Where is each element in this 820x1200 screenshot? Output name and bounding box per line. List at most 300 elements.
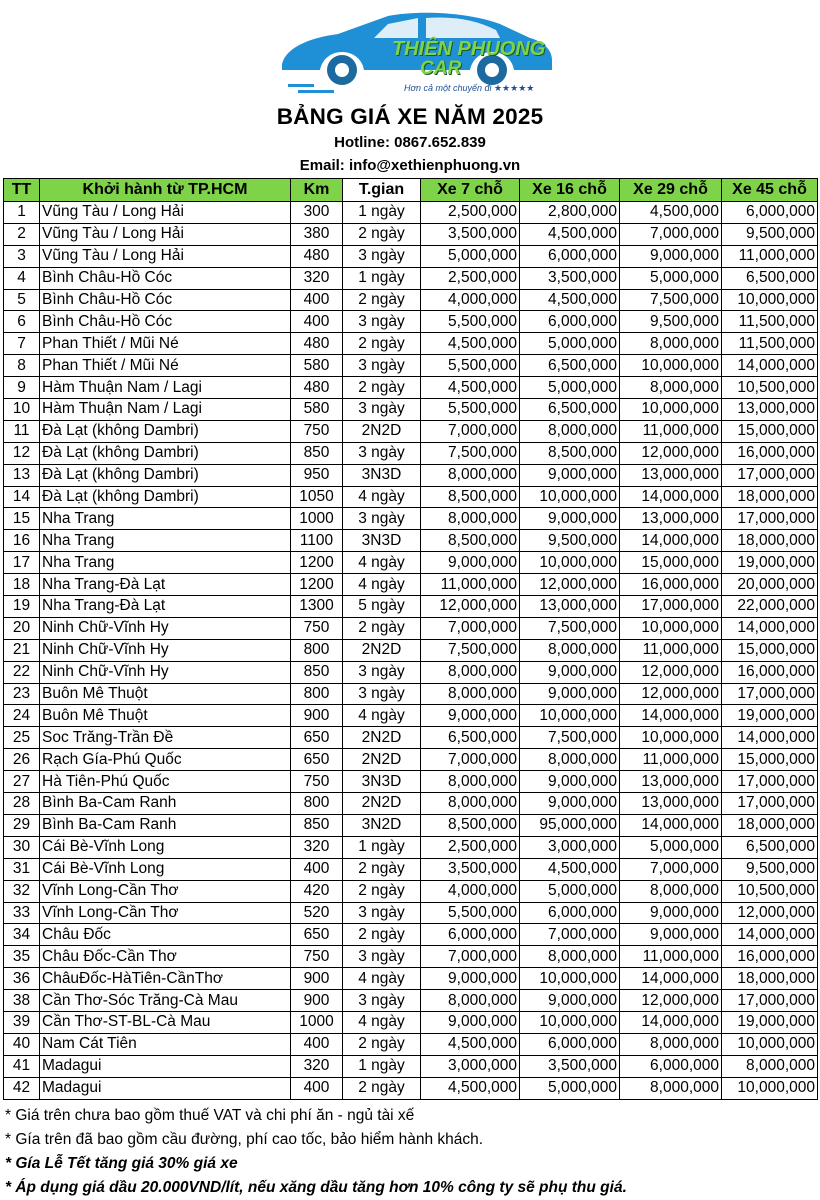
- cell-route: Ninh Chữ-Vĩnh Hy: [40, 661, 291, 683]
- cell-price-45: 17,000,000: [722, 793, 818, 815]
- cell-duration: 1 ngày: [343, 267, 421, 289]
- cell-route: Nha Trang: [40, 508, 291, 530]
- table-row: [4, 1033, 818, 1055]
- cell-price-29: 10,000,000: [620, 399, 722, 421]
- cell-price-7: 8,000,000: [421, 464, 520, 486]
- cell-km: 580: [291, 355, 343, 377]
- cell-price-29: 12,000,000: [620, 442, 722, 464]
- cell-price-29: 7,500,000: [620, 289, 722, 311]
- cell-km: 400: [291, 311, 343, 333]
- cell-tt: 34: [4, 924, 40, 946]
- note-fuel-price: * Áp dụng giá dầu 20.000VND/lít, nếu xăng dầu tăng hơn 10% công ty sẽ phụ thu giá.: [5, 1179, 627, 1196]
- cell-route: Đà Lạt (không Dambri): [40, 442, 291, 464]
- cell-price-29: 17,000,000: [620, 596, 722, 618]
- cell-price-29: 7,000,000: [620, 858, 722, 880]
- cell-price-7: 2,500,000: [421, 202, 520, 224]
- cell-price-29: 14,000,000: [620, 486, 722, 508]
- cell-duration: 4 ngày: [343, 1011, 421, 1033]
- cell-route: Đà Lạt (không Dambri): [40, 420, 291, 442]
- cell-price-45: 22,000,000: [722, 596, 818, 618]
- cell-km: 750: [291, 946, 343, 968]
- cell-km: 1000: [291, 508, 343, 530]
- column-header-km: Km: [291, 179, 343, 202]
- table-row: [4, 311, 818, 333]
- cell-tt: 10: [4, 399, 40, 421]
- cell-price-7: 8,000,000: [421, 683, 520, 705]
- cell-price-29: 16,000,000: [620, 574, 722, 596]
- cell-price-7: 3,000,000: [421, 1055, 520, 1077]
- cell-duration: 2N2D: [343, 420, 421, 442]
- cell-price-7: 4,500,000: [421, 333, 520, 355]
- cell-duration: 2 ngày: [343, 377, 421, 399]
- cell-route: Rạch Gía-Phú Quốc: [40, 749, 291, 771]
- cell-km: 650: [291, 727, 343, 749]
- note-holiday-surcharge: * Gía Lễ Tết tăng giá 30% giá xe: [5, 1155, 238, 1172]
- cell-price-29: 14,000,000: [620, 968, 722, 990]
- cell-km: 380: [291, 223, 343, 245]
- cell-price-7: 6,500,000: [421, 727, 520, 749]
- cell-price-29: 13,000,000: [620, 508, 722, 530]
- note-vat: * Giá trên chưa bao gồm thuế VAT và chi phí ăn - ngủ tài xế: [5, 1107, 415, 1124]
- table-row: [4, 661, 818, 683]
- cell-price-29: 5,000,000: [620, 267, 722, 289]
- cell-price-7: 6,000,000: [421, 924, 520, 946]
- cell-km: 400: [291, 289, 343, 311]
- cell-price-29: 8,000,000: [620, 333, 722, 355]
- cell-duration: 3 ngày: [343, 245, 421, 267]
- cell-route: Bình Châu-Hồ Cóc: [40, 289, 291, 311]
- cell-km: 750: [291, 617, 343, 639]
- cell-duration: 2 ngày: [343, 223, 421, 245]
- cell-price-7: 8,500,000: [421, 814, 520, 836]
- cell-price-29: 7,000,000: [620, 223, 722, 245]
- cell-duration: 3 ngày: [343, 990, 421, 1012]
- cell-tt: 12: [4, 442, 40, 464]
- cell-price-7: 7,000,000: [421, 420, 520, 442]
- cell-price-45: 14,000,000: [722, 617, 818, 639]
- cell-tt: 24: [4, 705, 40, 727]
- cell-km: 400: [291, 1033, 343, 1055]
- cell-price-29: 12,000,000: [620, 990, 722, 1012]
- table-row: [4, 705, 818, 727]
- cell-duration: 2N2D: [343, 639, 421, 661]
- cell-km: 900: [291, 968, 343, 990]
- cell-price-16: 8,000,000: [520, 420, 620, 442]
- cell-km: 300: [291, 202, 343, 224]
- table-row: [4, 946, 818, 968]
- cell-price-7: 8,500,000: [421, 530, 520, 552]
- cell-tt: 20: [4, 617, 40, 639]
- cell-price-16: 8,000,000: [520, 639, 620, 661]
- cell-duration: 4 ngày: [343, 574, 421, 596]
- cell-route: Hàm Thuận Nam / Lagi: [40, 377, 291, 399]
- column-header-7-seat: Xe 7 chỗ: [421, 179, 520, 202]
- cell-price-45: 18,000,000: [722, 814, 818, 836]
- cell-price-16: 7,500,000: [520, 727, 620, 749]
- cell-tt: 13: [4, 464, 40, 486]
- cell-price-7: 8,000,000: [421, 508, 520, 530]
- cell-route: Phan Thiết / Mũi Né: [40, 355, 291, 377]
- cell-tt: 42: [4, 1077, 40, 1099]
- cell-price-16: 2,800,000: [520, 202, 620, 224]
- table-row: [4, 486, 818, 508]
- cell-duration: 2 ngày: [343, 858, 421, 880]
- cell-tt: 30: [4, 836, 40, 858]
- cell-price-45: 10,000,000: [722, 1077, 818, 1099]
- cell-price-16: 13,000,000: [520, 596, 620, 618]
- cell-price-16: 7,000,000: [520, 924, 620, 946]
- cell-price-29: 8,000,000: [620, 377, 722, 399]
- table-row: [4, 924, 818, 946]
- cell-route: Nam Cát Tiên: [40, 1033, 291, 1055]
- cell-route: Đà Lạt (không Dambri): [40, 464, 291, 486]
- cell-price-16: 9,000,000: [520, 661, 620, 683]
- cell-duration: 3N3D: [343, 771, 421, 793]
- cell-route: Vũng Tàu / Long Hải: [40, 245, 291, 267]
- cell-tt: 5: [4, 289, 40, 311]
- cell-duration: 3 ngày: [343, 661, 421, 683]
- cell-price-45: 10,000,000: [722, 1033, 818, 1055]
- cell-km: 1000: [291, 1011, 343, 1033]
- cell-price-7: 9,000,000: [421, 1011, 520, 1033]
- cell-duration: 3N2D: [343, 814, 421, 836]
- table-row: [4, 814, 818, 836]
- table-row: [4, 1011, 818, 1033]
- cell-price-7: 7,500,000: [421, 442, 520, 464]
- cell-price-16: 6,000,000: [520, 311, 620, 333]
- cell-price-45: 17,000,000: [722, 508, 818, 530]
- cell-tt: 18: [4, 574, 40, 596]
- cell-route: Phan Thiết / Mũi Né: [40, 333, 291, 355]
- cell-km: 650: [291, 924, 343, 946]
- cell-route: Cái Bè-Vĩnh Long: [40, 858, 291, 880]
- column-header-45-seat: Xe 45 chỗ: [722, 179, 818, 202]
- cell-price-29: 13,000,000: [620, 771, 722, 793]
- table-row: [4, 617, 818, 639]
- cell-price-16: 10,000,000: [520, 968, 620, 990]
- cell-price-45: 10,500,000: [722, 880, 818, 902]
- cell-tt: 19: [4, 596, 40, 618]
- cell-km: 900: [291, 705, 343, 727]
- cell-price-16: 10,000,000: [520, 486, 620, 508]
- cell-km: 320: [291, 836, 343, 858]
- cell-price-16: 8,000,000: [520, 749, 620, 771]
- cell-duration: 3 ngày: [343, 508, 421, 530]
- cell-price-16: 6,000,000: [520, 902, 620, 924]
- cell-price-16: 4,500,000: [520, 289, 620, 311]
- cell-tt: 36: [4, 968, 40, 990]
- table-row: [4, 289, 818, 311]
- cell-route: Vũng Tàu / Long Hải: [40, 223, 291, 245]
- cell-duration: 2N2D: [343, 793, 421, 815]
- cell-price-16: 5,000,000: [520, 1077, 620, 1099]
- cell-price-45: 6,500,000: [722, 267, 818, 289]
- cell-price-45: 18,000,000: [722, 486, 818, 508]
- cell-price-7: 7,000,000: [421, 617, 520, 639]
- cell-price-7: 5,000,000: [421, 245, 520, 267]
- cell-tt: 21: [4, 639, 40, 661]
- table-row: [4, 442, 818, 464]
- cell-price-7: 4,500,000: [421, 1033, 520, 1055]
- cell-duration: 1 ngày: [343, 836, 421, 858]
- table-row: [4, 1077, 818, 1099]
- table-row: [4, 727, 818, 749]
- cell-price-45: 20,000,000: [722, 574, 818, 596]
- cell-duration: 3 ngày: [343, 399, 421, 421]
- cell-km: 320: [291, 267, 343, 289]
- cell-km: 650: [291, 749, 343, 771]
- cell-km: 900: [291, 990, 343, 1012]
- cell-price-29: 12,000,000: [620, 683, 722, 705]
- cell-price-7: 12,000,000: [421, 596, 520, 618]
- cell-route: Madagui: [40, 1055, 291, 1077]
- cell-price-16: 9,000,000: [520, 990, 620, 1012]
- cell-tt: 27: [4, 771, 40, 793]
- cell-price-29: 9,000,000: [620, 924, 722, 946]
- cell-tt: 2: [4, 223, 40, 245]
- cell-km: 1300: [291, 596, 343, 618]
- cell-tt: 15: [4, 508, 40, 530]
- cell-price-45: 16,000,000: [722, 442, 818, 464]
- cell-price-7: 8,000,000: [421, 771, 520, 793]
- cell-price-16: 4,500,000: [520, 223, 620, 245]
- table-row: [4, 639, 818, 661]
- table-row: [4, 574, 818, 596]
- cell-duration: 5 ngày: [343, 596, 421, 618]
- cell-price-45: 8,000,000: [722, 1055, 818, 1077]
- price-table: [3, 178, 818, 1100]
- cell-km: 1100: [291, 530, 343, 552]
- table-row: [4, 530, 818, 552]
- table-row: [4, 858, 818, 880]
- cell-price-16: 6,500,000: [520, 355, 620, 377]
- page-title: BẢNG GIÁ XE NĂM 2025: [276, 104, 544, 129]
- cell-route: Nha Trang-Đà Lạt: [40, 574, 291, 596]
- company-logo: [268, 4, 568, 100]
- cell-price-45: 12,000,000: [722, 902, 818, 924]
- cell-duration: 2 ngày: [343, 1077, 421, 1099]
- cell-price-45: 18,000,000: [722, 530, 818, 552]
- column-header-tt: TT: [4, 179, 40, 202]
- cell-duration: 1 ngày: [343, 202, 421, 224]
- cell-price-7: 4,000,000: [421, 880, 520, 902]
- cell-price-7: 3,500,000: [421, 223, 520, 245]
- table-row: [4, 399, 818, 421]
- cell-price-45: 16,000,000: [722, 661, 818, 683]
- cell-km: 320: [291, 1055, 343, 1077]
- cell-route: Nha Trang: [40, 530, 291, 552]
- table-row: [4, 464, 818, 486]
- cell-price-29: 6,000,000: [620, 1055, 722, 1077]
- cell-price-7: 8,000,000: [421, 661, 520, 683]
- cell-price-7: 5,500,000: [421, 902, 520, 924]
- cell-route: Bình Châu-Hồ Cóc: [40, 267, 291, 289]
- cell-km: 400: [291, 1077, 343, 1099]
- cell-km: 1050: [291, 486, 343, 508]
- cell-price-7: 8,500,000: [421, 486, 520, 508]
- column-header-route: Khởi hành từ TP.HCM: [40, 179, 291, 202]
- cell-price-45: 16,000,000: [722, 946, 818, 968]
- cell-route: Buôn Mê Thuột: [40, 683, 291, 705]
- cell-km: 520: [291, 902, 343, 924]
- cell-price-7: 11,000,000: [421, 574, 520, 596]
- cell-price-16: 95,000,000: [520, 814, 620, 836]
- cell-price-29: 11,000,000: [620, 946, 722, 968]
- cell-price-29: 14,000,000: [620, 530, 722, 552]
- cell-price-45: 15,000,000: [722, 639, 818, 661]
- cell-price-16: 3,500,000: [520, 1055, 620, 1077]
- cell-route: Bình Ba-Cam Ranh: [40, 814, 291, 836]
- cell-price-7: 8,000,000: [421, 793, 520, 815]
- cell-price-45: 14,000,000: [722, 355, 818, 377]
- cell-tt: 31: [4, 858, 40, 880]
- cell-price-45: 6,000,000: [722, 202, 818, 224]
- cell-price-45: 14,000,000: [722, 924, 818, 946]
- cell-price-29: 11,000,000: [620, 639, 722, 661]
- cell-tt: 8: [4, 355, 40, 377]
- cell-price-45: 11,500,000: [722, 311, 818, 333]
- cell-duration: 2N2D: [343, 749, 421, 771]
- cell-route: Châu Đốc: [40, 924, 291, 946]
- cell-duration: 4 ngày: [343, 968, 421, 990]
- cell-route: Vĩnh Long-Cần Thơ: [40, 880, 291, 902]
- email-text: Email: info@xethienphuong.vn: [299, 157, 521, 174]
- cell-price-29: 5,000,000: [620, 836, 722, 858]
- cell-price-16: 6,000,000: [520, 245, 620, 267]
- table-row: [4, 1055, 818, 1077]
- cell-km: 420: [291, 880, 343, 902]
- cell-duration: 2 ngày: [343, 1033, 421, 1055]
- cell-duration: 2 ngày: [343, 924, 421, 946]
- cell-price-16: 4,500,000: [520, 858, 620, 880]
- table-row: [4, 333, 818, 355]
- logo-slogan: Hơn cả một chuyến đi ★★★★★: [404, 83, 535, 93]
- cell-km: 480: [291, 377, 343, 399]
- note-included-fees: * Gía trên đã bao gồm cầu đường, phí cao tốc, bảo hiểm hành khách.: [5, 1131, 484, 1148]
- cell-price-7: 5,500,000: [421, 311, 520, 333]
- table-row: [4, 267, 818, 289]
- cell-duration: 2 ngày: [343, 617, 421, 639]
- cell-price-29: 14,000,000: [620, 814, 722, 836]
- cell-price-29: 10,000,000: [620, 617, 722, 639]
- cell-price-29: 8,000,000: [620, 880, 722, 902]
- cell-price-29: 13,000,000: [620, 793, 722, 815]
- table-row: [4, 223, 818, 245]
- cell-price-45: 17,000,000: [722, 464, 818, 486]
- cell-price-7: 9,000,000: [421, 552, 520, 574]
- cell-tt: 1: [4, 202, 40, 224]
- cell-route: Ninh Chữ-Vĩnh Hy: [40, 639, 291, 661]
- table-row: [4, 771, 818, 793]
- cell-price-7: 7,000,000: [421, 946, 520, 968]
- cell-price-29: 15,000,000: [620, 552, 722, 574]
- cell-km: 950: [291, 464, 343, 486]
- cell-price-7: 9,000,000: [421, 968, 520, 990]
- cell-tt: 17: [4, 552, 40, 574]
- cell-duration: 2 ngày: [343, 289, 421, 311]
- cell-price-16: 3,000,000: [520, 836, 620, 858]
- cell-tt: 28: [4, 793, 40, 815]
- cell-price-45: 15,000,000: [722, 420, 818, 442]
- cell-tt: 9: [4, 377, 40, 399]
- table-row: [4, 990, 818, 1012]
- cell-price-29: 13,000,000: [620, 464, 722, 486]
- cell-price-16: 8,000,000: [520, 946, 620, 968]
- cell-price-7: 2,500,000: [421, 836, 520, 858]
- cell-duration: 3N3D: [343, 464, 421, 486]
- cell-price-29: 11,000,000: [620, 420, 722, 442]
- cell-price-29: 9,000,000: [620, 902, 722, 924]
- table-row: [4, 355, 818, 377]
- cell-price-16: 9,000,000: [520, 771, 620, 793]
- cell-duration: 4 ngày: [343, 552, 421, 574]
- cell-price-7: 4,000,000: [421, 289, 520, 311]
- cell-price-29: 4,500,000: [620, 202, 722, 224]
- cell-route: Nha Trang: [40, 552, 291, 574]
- column-header-16-seat: Xe 16 chỗ: [520, 179, 620, 202]
- cell-price-45: 17,000,000: [722, 771, 818, 793]
- cell-tt: 7: [4, 333, 40, 355]
- cell-price-7: 7,000,000: [421, 749, 520, 771]
- cell-price-16: 9,500,000: [520, 530, 620, 552]
- cell-tt: 14: [4, 486, 40, 508]
- cell-km: 1200: [291, 552, 343, 574]
- cell-price-29: 9,500,000: [620, 311, 722, 333]
- cell-tt: 35: [4, 946, 40, 968]
- cell-km: 480: [291, 245, 343, 267]
- cell-route: ChâuĐốc-HàTiên-CầnThơ: [40, 968, 291, 990]
- table-row: [4, 793, 818, 815]
- table-row: [4, 508, 818, 530]
- cell-km: 580: [291, 399, 343, 421]
- cell-price-16: 12,000,000: [520, 574, 620, 596]
- table-row: [4, 902, 818, 924]
- cell-km: 800: [291, 793, 343, 815]
- cell-duration: 3 ngày: [343, 902, 421, 924]
- cell-duration: 4 ngày: [343, 705, 421, 727]
- cell-duration: 3 ngày: [343, 355, 421, 377]
- table-row: [4, 880, 818, 902]
- cell-tt: 38: [4, 990, 40, 1012]
- cell-route: Bình Ba-Cam Ranh: [40, 793, 291, 815]
- cell-km: 850: [291, 814, 343, 836]
- cell-duration: 2N2D: [343, 727, 421, 749]
- cell-price-45: 19,000,000: [722, 1011, 818, 1033]
- table-row: [4, 552, 818, 574]
- cell-route: Hà Tiên-Phú Quốc: [40, 771, 291, 793]
- cell-price-45: 11,000,000: [722, 245, 818, 267]
- cell-price-16: 10,000,000: [520, 705, 620, 727]
- cell-price-16: 10,000,000: [520, 552, 620, 574]
- table-row: [4, 749, 818, 771]
- cell-km: 400: [291, 858, 343, 880]
- cell-route: Vũng Tàu / Long Hải: [40, 202, 291, 224]
- cell-km: 750: [291, 771, 343, 793]
- cell-price-29: 14,000,000: [620, 705, 722, 727]
- cell-price-45: 18,000,000: [722, 968, 818, 990]
- table-row: [4, 968, 818, 990]
- cell-price-7: 8,000,000: [421, 990, 520, 1012]
- logo-brand-name: THIÊN PHUONG: [392, 38, 546, 60]
- cell-tt: 11: [4, 420, 40, 442]
- cell-price-45: 17,000,000: [722, 990, 818, 1012]
- notes-section: [5, 1104, 817, 1200]
- table-row: [4, 245, 818, 267]
- cell-price-7: 5,500,000: [421, 399, 520, 421]
- cell-price-45: 19,000,000: [722, 552, 818, 574]
- cell-price-16: 6,500,000: [520, 399, 620, 421]
- cell-price-29: 8,000,000: [620, 1077, 722, 1099]
